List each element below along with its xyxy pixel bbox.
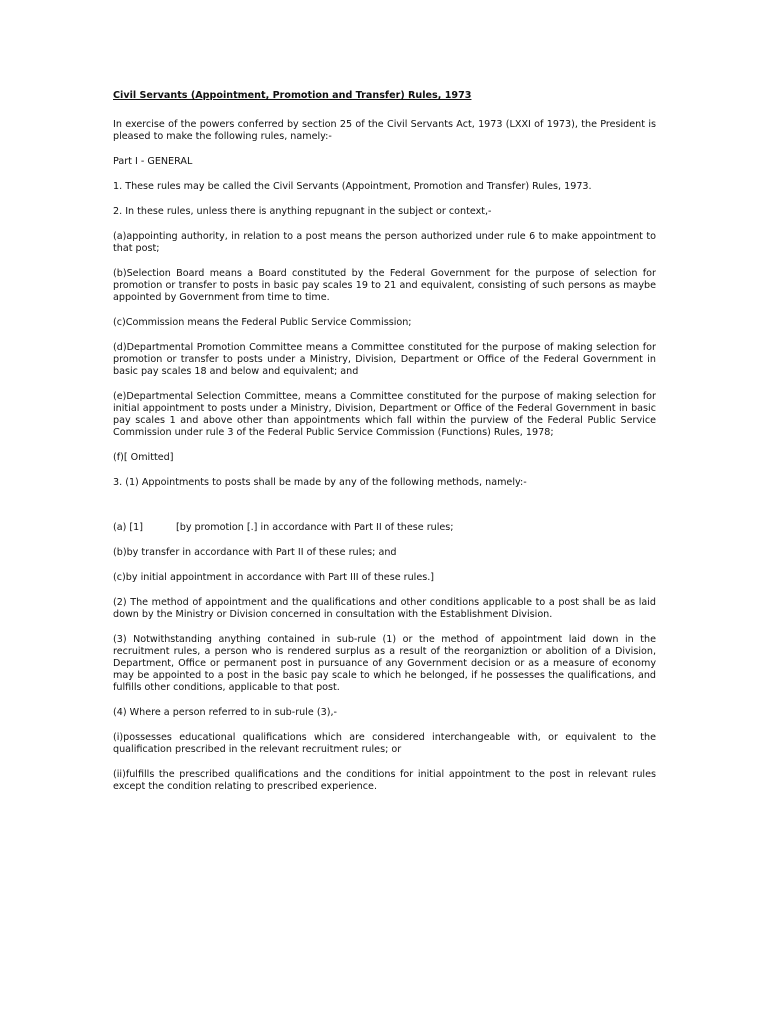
rule-3-4: (4) Where a person referred to in sub-rule (3),- bbox=[113, 707, 337, 718]
rule-3-3: (3) Notwithstanding anything contained in sub-rule (1) or the method of appointment laid down in the recruitment rules, a person who is rendered surplus as a result of the reorganiztion or abolition of a Division, Department, Office or permanent post in pursuance of any Government decision or as a measure of economy may be appointed to a post in the basic pay scale to which he belonged, if he possesses the qualifications, and fulfills other conditions, applicable to that post. bbox=[113, 634, 656, 693]
document-title: Civil Servants (Appointment, Promotion and Transfer) Rules, 1973 bbox=[113, 90, 472, 101]
definition-c: (c)Commission means the Federal Public Service Commission; bbox=[113, 317, 412, 328]
method-c: (c)by initial appointment in accordance with Part III of these rules.] bbox=[113, 572, 435, 583]
rule-3-1: 3. (1) Appointments to posts shall be made by any of the following methods, namely:- bbox=[113, 477, 527, 488]
definition-a: (a)appointing authority, in relation to a post means the person authorized under rule 6 to make appointment to that post; bbox=[113, 231, 656, 254]
item-ii: (ii)fulfills the prescribed qualifications and the conditions for initial appointment to the post in relevant rules except the condition relating to prescribed experience. bbox=[113, 769, 656, 792]
method-b: (b)by transfer in accordance with Part II of these rules; and bbox=[113, 547, 397, 558]
item-i: (i)possesses educational qualifications which are considered interchangeable with, or equivalent to the qualification prescribed in the relevant recruitment rules; or bbox=[113, 732, 656, 755]
definition-b: (b)Selection Board means a Board constituted by the Federal Government for the purpose of selection for promotion or transfer to posts in basic pay scales 19 to 21 and equivalent, consisting of such persons as maybe appointed by Government from time to time. bbox=[113, 268, 656, 303]
method-a bbox=[113, 522, 656, 534]
definition-d: (d)Departmental Promotion Committee means a Committee constituted for the purpose of making selection for promotion or transfer to posts under a Ministry, Division, Department or Office of the Federal Government in basic pay scales 18 and below and equivalent; and bbox=[113, 342, 656, 377]
document-page bbox=[113, 90, 656, 806]
rule-3-2: (2) The method of appointment and the qualifications and other conditions applicable to a post shall be as laid down by the Ministry or Division concerned in consultation with the Establishment Division. bbox=[113, 597, 656, 620]
rule-1: 1. These rules may be called the Civil Servants (Appointment, Promotion and Transfer) Rules, 1973. bbox=[113, 181, 592, 192]
rule-2: 2. In these rules, unless there is anything repugnant in the subject or context,- bbox=[113, 206, 492, 217]
method-a-marker: (a) [1] bbox=[113, 522, 144, 533]
definition-f: (f)[ Omitted] bbox=[113, 452, 174, 463]
intro-paragraph: In exercise of the powers conferred by section 25 of the Civil Servants Act, 1973 (LXXI of 1973), the President is pleased to make the following rules, namely:- bbox=[113, 119, 656, 142]
method-a-text: [by promotion [.] in accordance with Part II of these rules; bbox=[176, 522, 454, 533]
part1-heading: Part I - GENERAL bbox=[113, 156, 193, 167]
definition-e: (e)Departmental Selection Committee, means a Committee constituted for the purpose of making selection for initial appointment to posts under a Ministry, Division, Department or Office of the Federal Government in basic pay scales 1 and above other than appointments which fall within the purview of the Federal Public Service Commission under rule 3 of the Federal Public Service Commission (Functions) Rules, 1978; bbox=[113, 391, 656, 438]
